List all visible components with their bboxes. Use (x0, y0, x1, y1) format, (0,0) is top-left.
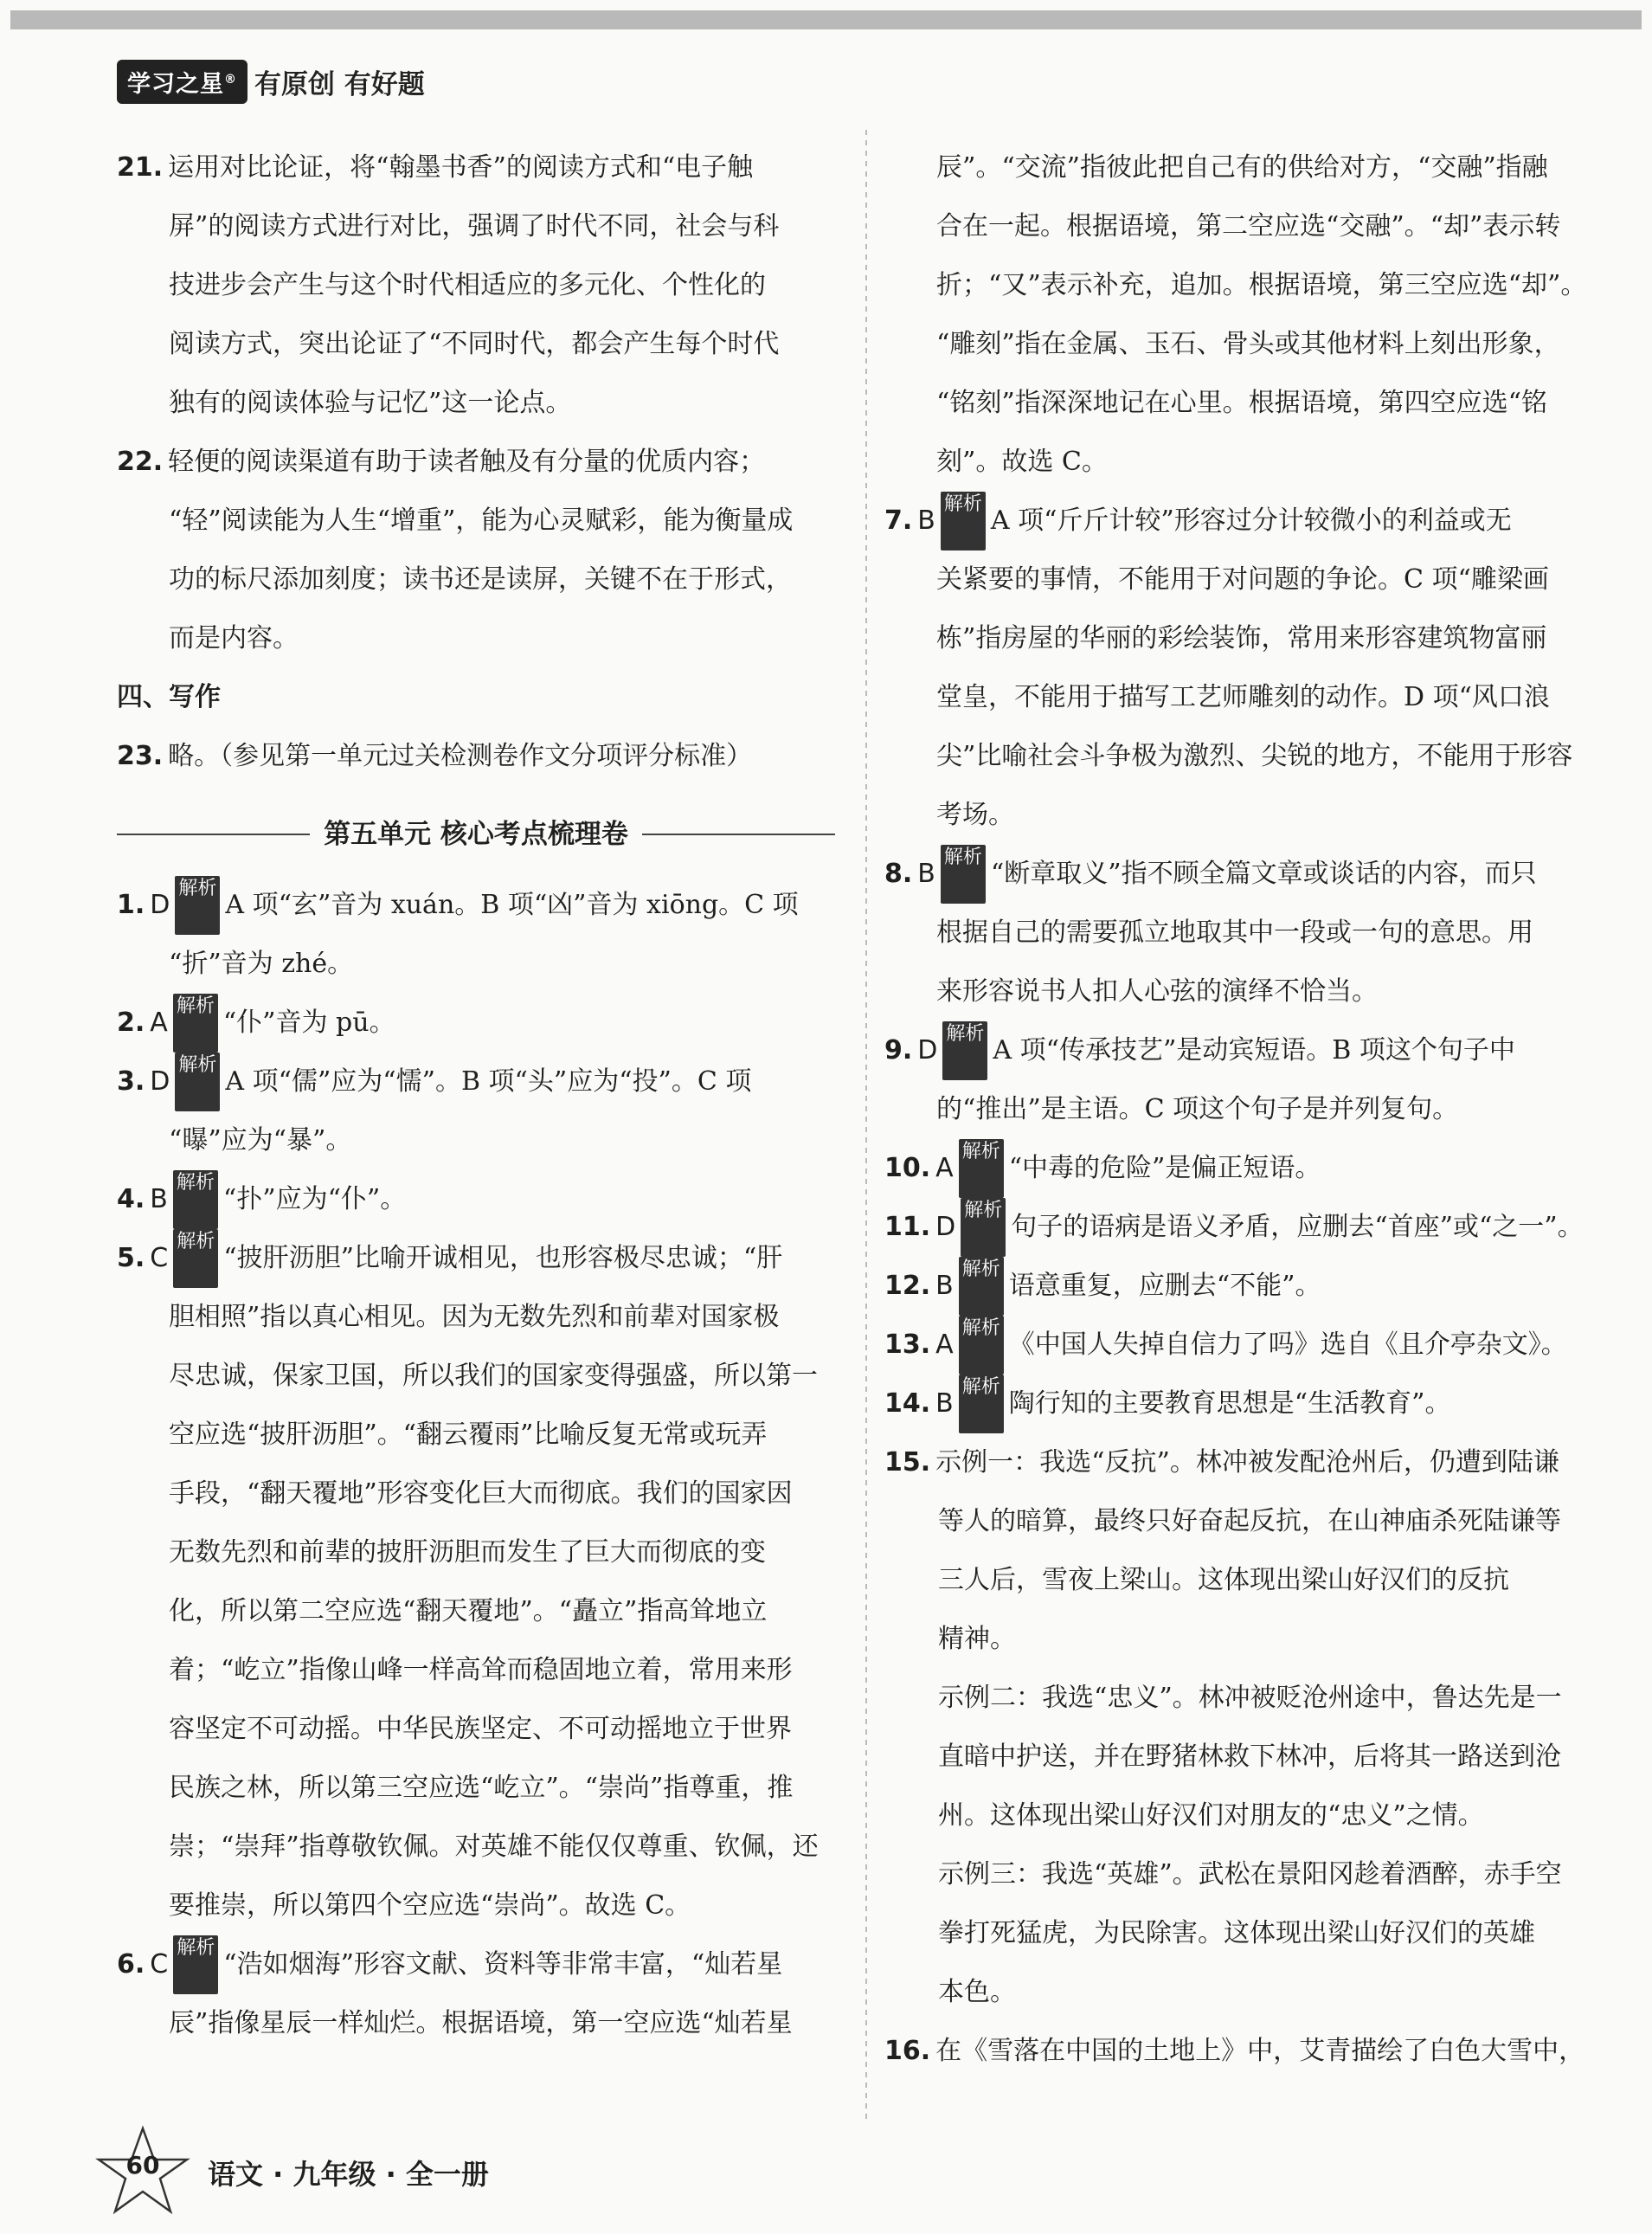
question-11: 11. D 解析 句子的语病是语义矛盾，应删去“首座”或“之一”。 (884, 1198, 1607, 1257)
question-3: 3. D 解析 A 项“儒”应为“懦”。B 项“头”应为“投”。C 项 “曝”应为“暴”。 (117, 1054, 752, 1156)
question-9: 9. D 解析 A 项“传承技艺”是动宾短语。B 项这个句子中 的“推出”是主语。C 项这个句子是并列复句。 (884, 1023, 1515, 1124)
page-number-badge (95, 2125, 190, 2220)
question-10: 10. A 解析 “中毒的危险”是偏正短语。 (884, 1139, 1607, 1198)
question-22: 22. 轻便的阅读渠道有助于读者触及有分量的优质内容； “轻”阅读能为人生“增重”，能为心灵赋彩，能为衡量成 功的标尺添加刻度；读书还是读屏，关键不在于形式， 而是内容。 (117, 447, 794, 653)
question-6: 6. C 解析 “浩如烟海”形容文献、资料等非常丰富，“灿若星 辰”指像星辰一样灿烂。根据语境，第一空应选“灿若星 (117, 1937, 793, 2038)
book-title: 语文 · 九年级 · 全一册 (208, 2158, 489, 2191)
question-13: 13. A 解析 《中国人失掉自信力了吗》选自《且介亭杂文》。 (884, 1316, 1607, 1375)
question-23: 23. 略。（参见第一单元过关检测卷作文分项评分标准） (117, 741, 753, 771)
analysis-tag: 解析 (959, 1316, 1004, 1375)
column-divider (865, 130, 867, 2121)
analysis-tag: 解析 (959, 1257, 1004, 1316)
question-2: 2. A 解析 “仆”音为 pū。 (117, 994, 835, 1053)
question-7: 7. B 解析 A 项“斤斤计较”形容过分计较微小的利益或无 关紧要的事情，不能用于对问题的争论。C 项“雕梁画 栋”指房屋的华丽的彩绘装饰，常用来形容建筑物富丽 堂皇，不能用于描写工艺师雕刻的动作。D 项“风口浪 尖”比喻社会斗争极为激烈、尖锐的地方，不能用于形容 考场。 (884, 493, 1573, 830)
question-4: 4. B 解析 “扑”应为“仆”。 (117, 1170, 835, 1229)
question-14: 14. B 解析 陶行知的主要教育思想是“生活教育”。 (884, 1375, 1607, 1433)
analysis-tag: 解析 (173, 1170, 218, 1229)
analysis-tag: 解析 (173, 994, 218, 1053)
question-15: 15. 示例一：我选“反抗”。林冲被发配沧州后，仍遭到陆谦 等人的暗算，最终只好奋起反抗，在山神庙杀死陆谦等 三人后，雪夜上梁山。这体现出梁山好汉们的反抗 精神。 示例二：我选“忠义”。林冲被贬沧州途中，鲁达先是一 直暗中护送，并在野猪林救下林冲，后将其一路送到沧 州。这体现出梁山好汉们对朋友的“忠义”之情。 示例三：我选“英雄”。武松在景阳冈趁着酒醉，赤手空 拳打死猛虎，为民除害。这体现出梁山好汉们的英雄 本色。 (884, 1447, 1562, 2007)
analysis-tag: 解析 (175, 876, 220, 935)
page-header (117, 61, 425, 102)
analysis-tag: 解析 (175, 1053, 220, 1111)
analysis-tag: 解析 (173, 1935, 218, 1994)
unit-title: 第五单元 核心考点梳理卷 (117, 805, 835, 864)
question-6-continued: 辰”。“交流”指彼此把自己有的供给对方，“交融”指融 合在一起。根据语境，第二空应选“交融”。“却”表示转 折；“又”表示补充，追加。根据语境，第三空应选“却”。 “雕刻”指在金属、玉石、骨头或其他材料上刻出形象， “铭刻”指深深地记在心里。根据语境，第四空应选“铭 刻”。故选 C。 (936, 152, 1587, 477)
left-column (117, 138, 835, 2053)
question-8: 8. B 解析 “断章取义”指不顾全篇文章或谈话的内容，而只 根据自己的需要孤立地取其中一段或一句的意思。用 来形容说书人扣人心弦的演绎不恰当。 (884, 847, 1537, 1007)
analysis-tag: 解析 (959, 1375, 1004, 1433)
analysis-tag: 解析 (941, 492, 986, 550)
analysis-tag: 解析 (942, 1021, 987, 1080)
right-column (884, 138, 1607, 2081)
page-footer (95, 2125, 489, 2220)
brand-slogan: 有原创 有好题 (254, 68, 425, 100)
brand-logo: 学习之星® (117, 60, 247, 104)
analysis-tag: 解析 (941, 845, 986, 904)
analysis-tag: 解析 (173, 1229, 218, 1288)
analysis-tag: 解析 (959, 1139, 1004, 1198)
page-number: 60 (125, 2151, 160, 2179)
question-5: 5. C 解析 “披肝沥胆”比喻开诚相见，也形容极尽忠诚；“肝 胆相照”指以真心相见。因为无数先烈和前辈对国家极 尽忠诚，保家卫国，所以我们的国家变得强盛，所以第一 空应选“披肝沥胆”。“翻云覆雨”比喻反复无常或玩弄 手段，“翻天覆地”形容变化巨大而彻底。我们的国家因 无数先烈和前辈的披肝沥胆而发生了巨大而彻底的变 化，所以第二空应选“翻天覆地”。“矗立”指高耸地立 着；“屹立”指像山峰一样高耸而稳固地立着，常用来形 容坚定不可动摇。中华民族坚定、不可动摇地立于世界 民族之林，所以第三空应选“屹立”。“崇尚”指尊重，推 崇；“崇拜”指尊敬钦佩。对英雄不能仅仅尊重、钦佩，还 要推崇，所以第四个空应选“崇尚”。故选 C。 (117, 1231, 819, 1921)
question-12: 12. B 解析 语意重复，应删去“不能”。 (884, 1257, 1607, 1316)
question-16: 16. 在《雪落在中国的土地上》中，艾青描绘了白色大雪中， (884, 2036, 1585, 2066)
question-1: 1. D 解析 A 项“玄”音为 xuán。B 项“凶”音为 xiōng。C 项 “折”音为 zhé。 (117, 878, 799, 979)
question-21: 21. 运用对比论证，将“翰墨书香”的阅读方式和“电子触 屏”的阅读方式进行对比，强调了时代不同，社会与科 技进步会产生与这个时代相适应的多元化、个性化的 阅读方式，突出论证了“不同时代，都会产生每个时代 独有的阅读体验与记忆”这一论点。 (117, 152, 780, 418)
section-heading-writing: 四、写作 (117, 682, 221, 712)
analysis-tag: 解析 (961, 1198, 1006, 1257)
